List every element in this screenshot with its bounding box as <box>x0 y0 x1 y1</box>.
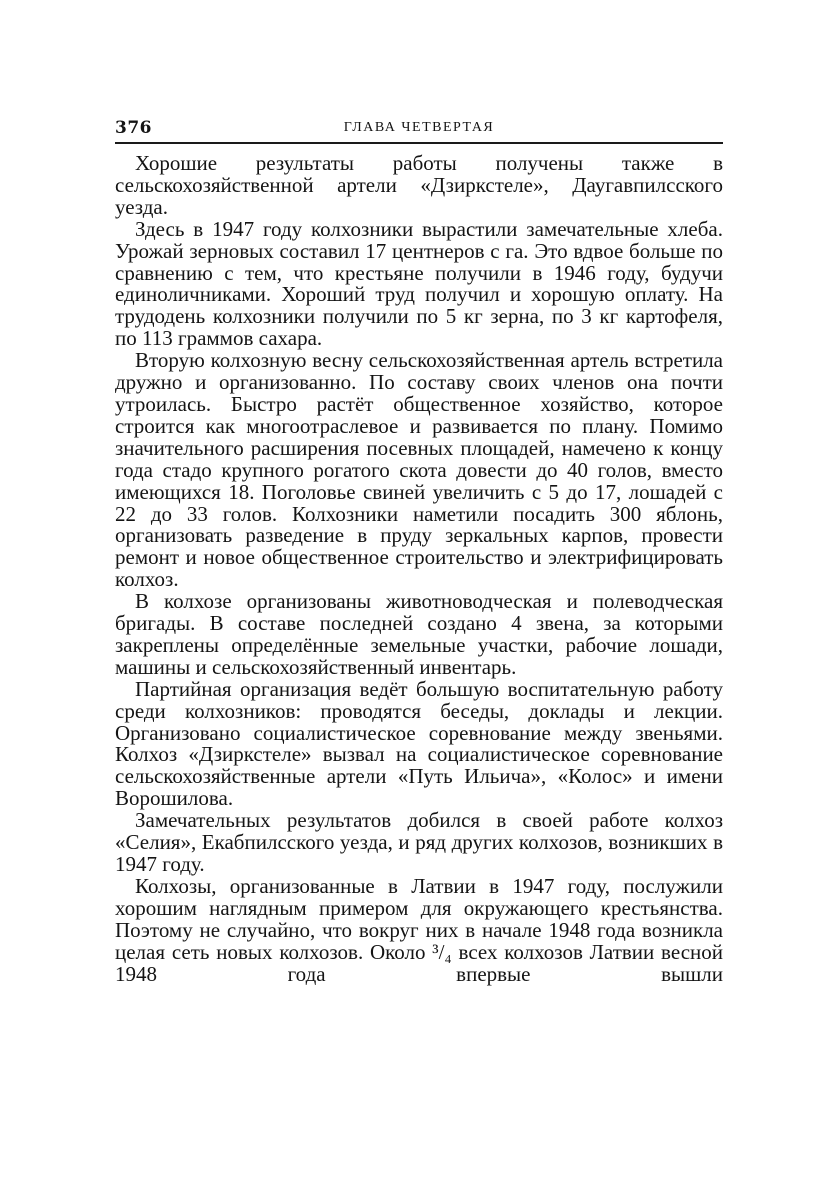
paragraph-party-organization: Партийная организация ведёт большую воспитательную работу среди колхозников: проводятся беседы, доклады и лекции. Организовано социалистическое соревнование между звеньями. Колхоз «Дзиркстеле» вызвал на социалистическое соревнование сельскохозяйственные артели «Путь Ильича», «Колос» и имени Ворошилова. <box>115 676 723 811</box>
paragraph-harvest-1947: Здесь в 1947 году колхозники вырастили замечательные хлеба. Урожай зерновых составил 17 центнеров с га. Это вдвое больше по сравнению с тем, что крестьяне получили в 1946 году, будучи единоличниками. Хороший труд получил и хорошую оплату. На трудодень колхозники получили по 5 кг зерна, по 3 кг картофеля, по 113 граммов сахара. <box>115 216 723 351</box>
chapter-title: ГЛАВА ЧЕТВЕРТАЯ <box>343 120 495 135</box>
paragraph-selija: Замечательных результатов добился в своей работе колхоз «Селия», Екабпилсского уезда, и ряд других колхозов, возникших в 1947 году. <box>115 808 723 876</box>
body-text <box>115 153 723 985</box>
paragraph-brigades: В колхозе организованы животноводческая и полеводческая бригады. В составе последней создано 4 звена, за которыми закреплены определённые земельные участки, рабочие лошади, машины и сельскохозяйственный инвентарь. <box>115 589 723 679</box>
paragraph-latvia-1948: Колхозы, организованные в Латвии в 1947 году, послужили хорошим наглядным примером для окружающего крестьянства. Поэтому не случайно, что вокруг них в начале 1948 года возникла целая сеть новых колхозов. Около ³/₄ всех колхозов Латвии весной 1948 года впервые вышли <box>115 873 723 986</box>
paragraph-dzirkstele-intro: Хорошие результаты работы получены также в сельскохозяйственной артели «Дзиркстеле», Даугавпилсского уезда. <box>115 151 723 219</box>
page-number: 376 <box>115 118 152 138</box>
running-head <box>115 118 723 144</box>
paragraph-second-spring: Вторую колхозную весну сельскохозяйственная артель встретила дружно и организованно. По составу своих членов она почти утроилась. Быстро растёт общественное хозяйство, которое строится как многоотраслевое и развивается по плану. Помимо значительного расширения посевных площадей, намечено к концу года стадо крупного рогатого скота довести до 40 голов, вместо имеющихся 18. Поголовье свиней увеличить с 5 до 17, лошадей с 22 до 33 голов. Колхозники наметили посадить 300 яблонь, организовать разведение в пруду зеркальных карпов, провести ремонт и новое общественное строительство и электрифицировать колхоз. <box>115 348 723 592</box>
